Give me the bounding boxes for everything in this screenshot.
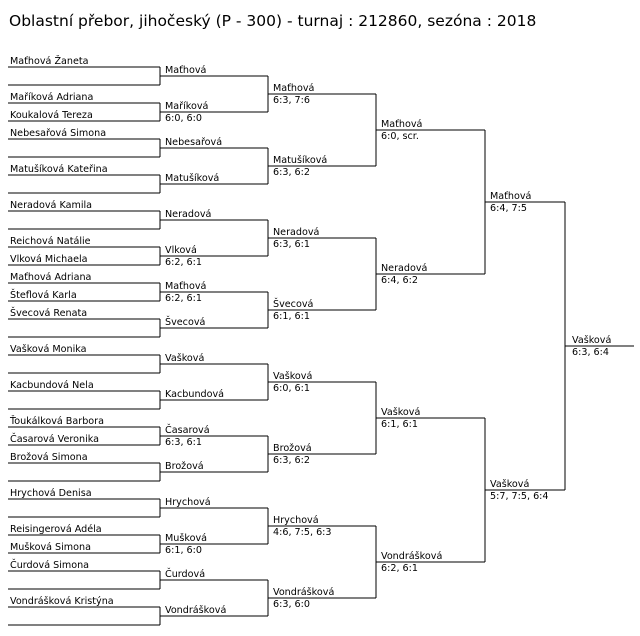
round3-score: 6:3, 6:0 [273, 599, 310, 610]
round4-score: 6:1, 6:1 [381, 419, 418, 430]
round3-winner: Švecová [273, 299, 314, 310]
round2-winner: Maťhová [165, 65, 207, 76]
round2-winner: Hrychová [165, 497, 211, 508]
round3-score: 6:3, 6:1 [273, 239, 310, 250]
round5-score: 6:4, 7:5 [490, 203, 527, 214]
round5-winner: Maťhová [490, 191, 532, 202]
player-name: Maříková Adriana [10, 92, 94, 103]
round2-winner: Neradová [165, 209, 212, 220]
player-name: Čurdová Simona [10, 560, 90, 571]
round4-winner: Neradová [381, 263, 428, 274]
round2-winner: Vašková [165, 353, 205, 364]
round2-score: 6:2, 6:1 [165, 257, 202, 268]
round4-winner: Vašková [381, 407, 421, 418]
round3-winner: Maťhová [273, 83, 315, 94]
player-name: Vašková Monika [10, 344, 87, 355]
player-name: Neradová Kamila [10, 200, 93, 211]
champion-name: Vašková [572, 335, 612, 346]
round2-winner: Maťhová [165, 281, 207, 292]
round3-score: 4:6, 7:5, 6:3 [273, 527, 332, 538]
player-name: Kacbundová Nela [10, 380, 94, 391]
player-name: Brožová Simona [10, 452, 88, 463]
round4-winner: Vondrášková [381, 551, 443, 562]
round2-winner: Nebesařová [165, 137, 223, 148]
player-name: Maťhová Adriana [10, 272, 92, 283]
player-name: Nebesařová Simona [10, 128, 107, 139]
round2-winner: Kacbundová [165, 389, 225, 400]
player-name: Reisingerová Adéla [10, 524, 102, 535]
round2-winner: Čurdová [165, 569, 206, 580]
champion-score: 6:3, 6:4 [572, 347, 609, 358]
round4-score: 6:4, 6:2 [381, 275, 418, 286]
round2-winner: Matušíková [165, 173, 220, 184]
player-name: Hrychová Denisa [10, 488, 92, 499]
player-name: Časarová Veronika [10, 434, 99, 445]
player-name: Mušková Simona [10, 542, 91, 553]
round2-score: 6:1, 6:0 [165, 545, 202, 556]
round5-winner: Vašková [490, 479, 530, 490]
player-name: Koukalová Tereza [10, 110, 93, 121]
round3-winner: Brožová [273, 443, 312, 454]
round2-winner: Brožová [165, 461, 204, 472]
round3-score: 6:3, 7:6 [273, 95, 310, 106]
round2-score: 6:3, 6:1 [165, 437, 202, 448]
round4-winner: Maťhová [381, 119, 423, 130]
round2-winner: Časarová [165, 425, 210, 436]
round3-score: 6:1, 6:1 [273, 311, 310, 322]
player-name: Šteflová Karla [10, 290, 77, 301]
round2-score: 6:2, 6:1 [165, 293, 202, 304]
player-name: Matušíková Kateřina [10, 164, 108, 175]
round3-winner: Hrychová [273, 515, 319, 526]
player-name: Maťhová Žaneta [10, 56, 89, 67]
round4-score: 6:2, 6:1 [381, 563, 418, 574]
page-title: Oblastní přebor, jihočeský (P - 300) - turnaj : 212860, sezóna : 2018 [9, 12, 537, 30]
player-name: Reichová Natálie [10, 236, 91, 247]
player-name: Švecová Renata [10, 308, 88, 319]
round2-score: 6:0, 6:0 [165, 113, 202, 124]
round3-score: 6:3, 6:2 [273, 167, 310, 178]
round2-winner: Maříková [165, 101, 209, 112]
round4-score: 6:0, scr. [381, 131, 419, 142]
round2-winner: Švecová [165, 317, 206, 328]
round3-winner: Neradová [273, 227, 320, 238]
round3-score: 6:3, 6:2 [273, 455, 310, 466]
round3-winner: Vondrášková [273, 587, 335, 598]
player-name: Ťoukálková Barbora [10, 416, 104, 427]
round2-winner: Vondrášková [165, 605, 227, 616]
round3-score: 6:0, 6:1 [273, 383, 310, 394]
round3-winner: Matušíková [273, 155, 328, 166]
round3-winner: Vašková [273, 371, 313, 382]
round2-winner: Mušková [165, 533, 207, 544]
player-name: Vlková Michaela [10, 254, 88, 265]
round2-winner: Vlková [165, 245, 197, 256]
player-name: Vondrášková Kristýna [10, 596, 114, 607]
round5-score: 5:7, 7:5, 6:4 [490, 491, 549, 502]
